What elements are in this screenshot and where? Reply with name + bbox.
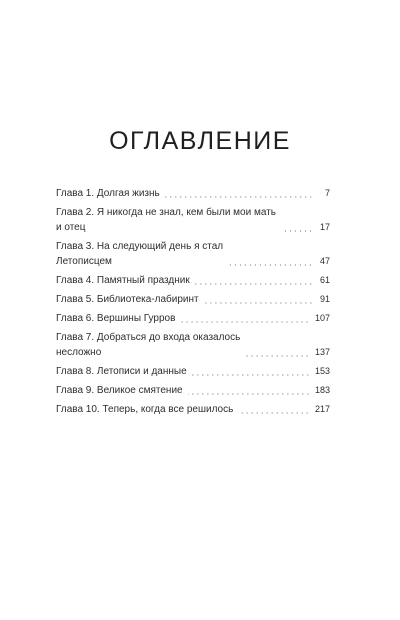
toc-entry-page: 47: [319, 256, 330, 266]
toc-entry-title: Глава 1. Долгая жизнь: [56, 188, 160, 199]
toc-entry-title: Глава 3. На следующий день я стал Летописцем: [56, 241, 224, 267]
toc-list: [56, 186, 330, 421]
toc-entry-page: 153: [314, 366, 330, 376]
toc-entry-title: Глава 6. Вершины Гурров: [56, 313, 176, 324]
toc-entry-chapter-7[interactable]: [56, 330, 330, 360]
toc-entry-title: Глава 9. Великое смятение: [56, 385, 183, 396]
toc-entry-chapter-9[interactable]: [56, 383, 330, 398]
toc-entry-page: 7: [324, 188, 330, 198]
dot-leader: [188, 393, 310, 395]
toc-entry-title: Глава 7. Добраться до входа оказалось несложно: [56, 332, 241, 358]
toc-entry-title: Глава 2. Я никогда не знал, кем были мои мать и отец: [56, 207, 276, 233]
toc-entry-page: 217: [314, 404, 330, 414]
dot-leader: [281, 230, 313, 232]
toc-entry-page: 91: [319, 294, 330, 304]
toc-entry-chapter-10[interactable]: [56, 402, 330, 417]
toc-entry-page: 107: [314, 313, 330, 323]
toc-entry-chapter-6[interactable]: [56, 311, 330, 326]
toc-entry-chapter-2[interactable]: [56, 205, 330, 235]
dot-leader: [228, 264, 313, 266]
dot-leader: [192, 374, 310, 376]
dot-leader: [180, 321, 310, 323]
toc-entry-title: Глава 4. Памятный праздник: [56, 275, 190, 286]
dot-leader: [238, 412, 310, 414]
dot-leader: [195, 283, 313, 285]
toc-entry-title: Глава 8. Летописи и данные: [56, 366, 187, 377]
toc-entry-chapter-4[interactable]: [56, 273, 330, 288]
toc-entry-title: Глава 10. Теперь, когда все решилось: [56, 404, 234, 415]
toc-entry-chapter-8[interactable]: [56, 364, 330, 379]
toc-entry-page: 183: [314, 385, 330, 395]
dot-leader: [245, 355, 310, 357]
toc-entry-chapter-3[interactable]: [56, 239, 330, 269]
toc-entry-title: Глава 5. Библиотека-лабиринт: [56, 294, 199, 305]
toc-entry-page: 17: [319, 222, 330, 232]
dot-leader: [204, 302, 313, 304]
toc-title: ОГЛАВЛЕНИЕ: [109, 127, 291, 155]
toc-entry-page: 61: [319, 275, 330, 285]
dot-leader: [165, 196, 313, 198]
toc-entry-page: 137: [314, 347, 330, 357]
toc-entry-chapter-5[interactable]: [56, 292, 330, 307]
toc-entry-chapter-1[interactable]: [56, 186, 330, 201]
